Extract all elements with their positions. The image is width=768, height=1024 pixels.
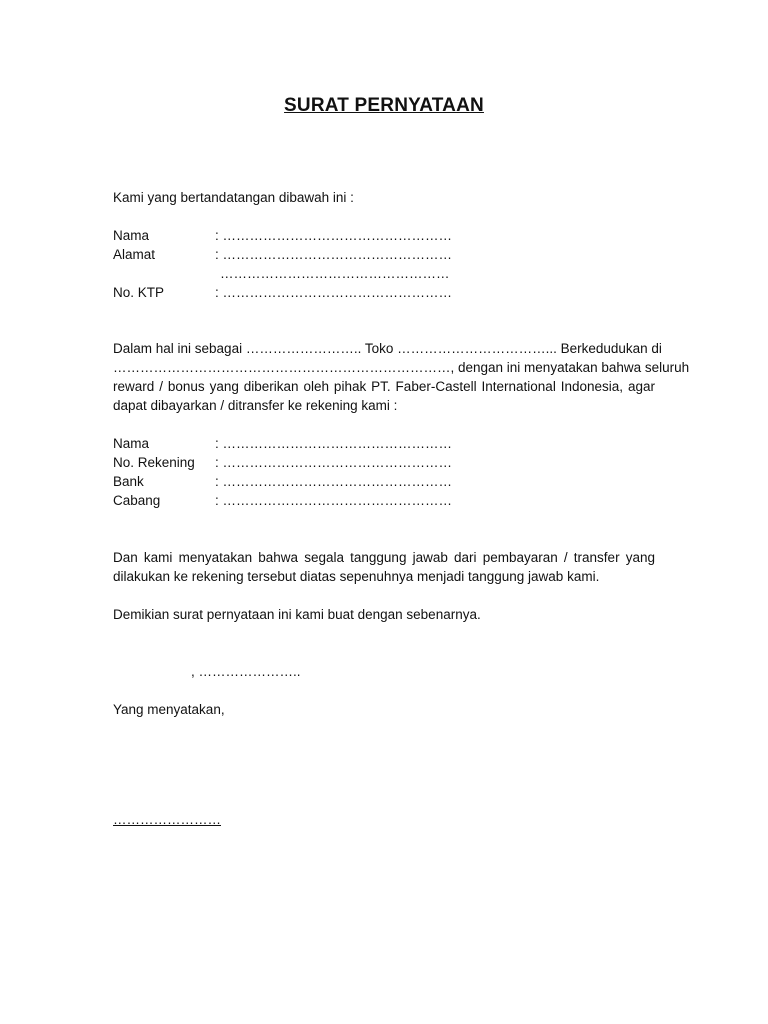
bank-rekening-value: : …………………………………………… [215,455,453,470]
signatory-label: Yang menyatakan, [113,702,225,717]
responsibility-line-2: dilakukan ke rekening tersebut diatas sepenuhnya menjadi tanggung jawab kami. [113,569,600,584]
identity-alamat-cont-value: …………………………………………… [220,266,450,281]
identity-ktp-value: : …………………………………………… [215,285,453,300]
bank-rekening-label: No. Rekening [113,455,195,470]
identity-ktp-row [113,283,655,302]
signature-line: …………………… [113,812,221,827]
statement-line-3: reward / bonus yang diberikan oleh pihak PT. Faber-Castell International Indonesia, agar [113,379,655,394]
bank-cabang-row [113,491,655,510]
identity-alamat-value: : …………………………………………… [215,247,453,262]
bank-nama-value: : …………………………………………… [215,436,453,451]
identity-ktp-label: No. KTP [113,285,165,300]
bank-bank-row [113,472,655,491]
statement-line-2: …………………………………………………………………, dengan ini menyatakan bahwa seluruh [113,360,690,375]
bank-nama-label: Nama [113,436,150,451]
bank-bank-label: Bank [113,474,144,489]
document-title: SURAT PERNYATAAN [284,95,484,116]
closing-text: Demikian surat pernyataan ini kami buat dengan sebenarnya. [113,607,481,622]
statement-line-4: dapat dibayarkan / ditransfer ke rekening kami : [113,398,398,413]
identity-alamat-label: Alamat [113,247,156,262]
bank-cabang-value: : …………………………………………… [215,493,453,508]
identity-nama-row [113,226,655,245]
bank-bank-value: : …………………………………………… [215,474,453,489]
bank-nama-row [113,434,655,453]
identity-nama-value: : …………………………………………… [215,228,453,243]
identity-nama-label: Nama [113,228,150,243]
statement-paragraph [113,339,690,415]
statement-line-1: Dalam hal ini sebagai …………………….. Toko ……………………………... Berkedudukan di [113,341,662,356]
responsibility-paragraph [113,548,655,586]
intro-text: Kami yang bertandatangan dibawah ini : [113,190,354,205]
date-line: , ………………….. [191,664,301,679]
responsibility-line-1: Dan kami menyatakan bahwa segala tanggung jawab dari pembayaran / transfer yang [113,550,655,565]
bank-rekening-row [113,453,655,472]
bank-cabang-label: Cabang [113,493,161,508]
identity-alamat-row [113,245,655,264]
identity-alamat-cont-row [113,264,655,283]
